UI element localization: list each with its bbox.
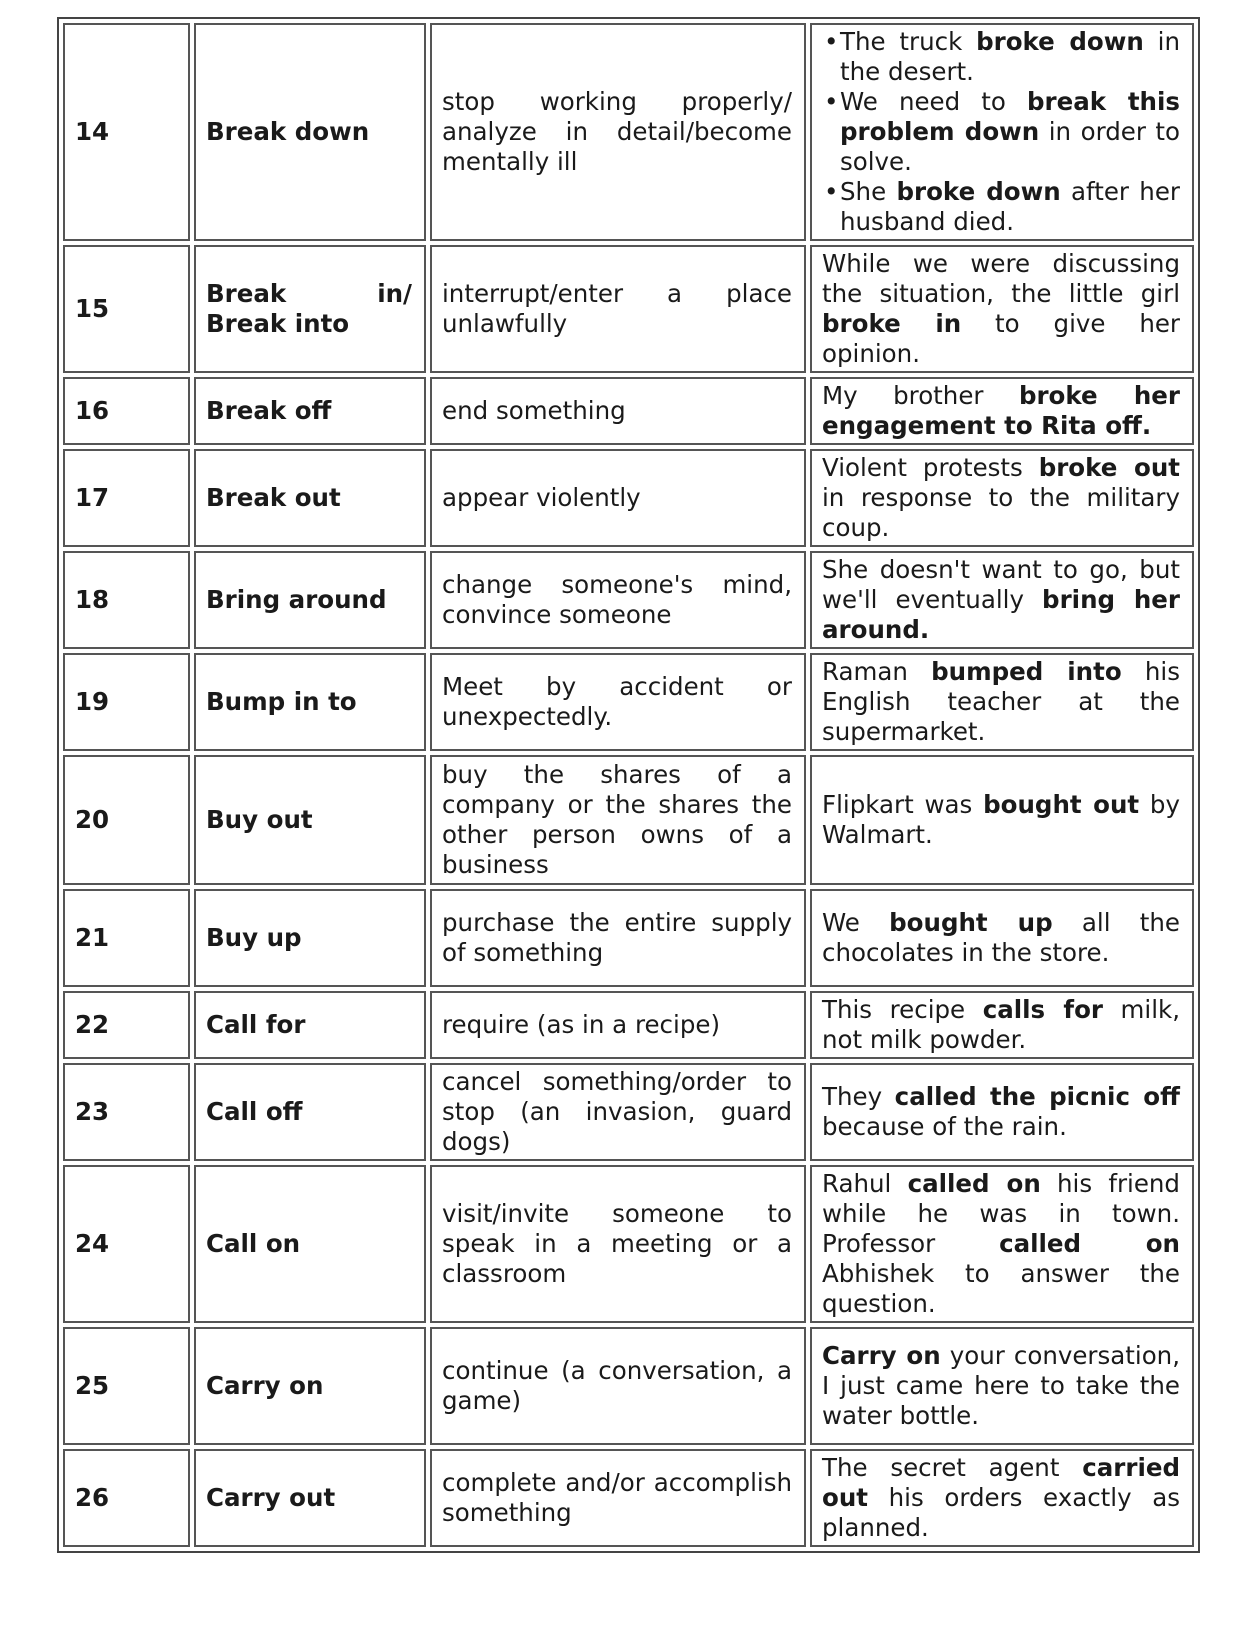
table-row <box>63 653 1194 751</box>
example-text: The truck <box>840 27 977 56</box>
phrasal-verb: Call on <box>194 1165 426 1323</box>
example-sentence <box>810 653 1194 751</box>
example-text: his English teacher at the supermarket. <box>822 657 1180 746</box>
table-row <box>63 377 1194 445</box>
row-number: 15 <box>63 245 190 373</box>
example-text: after her husband died. <box>840 177 1180 236</box>
meaning: require (as in a recipe) <box>430 991 806 1059</box>
example-highlight: calls for <box>982 995 1103 1024</box>
phrasal-verb: Break off <box>194 377 426 445</box>
example-sentence <box>810 23 1194 241</box>
row-number: 18 <box>63 551 190 649</box>
list-item <box>840 27 1180 87</box>
phrasal-verb: Buy up <box>194 889 426 987</box>
phrasal-verb: Break in/ Break into <box>194 245 426 373</box>
phrasal-verb: Carry out <box>194 1449 426 1547</box>
example-text: We need to <box>840 87 1027 116</box>
example-text: to give her opinion. <box>822 309 1180 368</box>
example-text: Rahul <box>822 1169 908 1198</box>
meaning: change someone's mind, convince someone <box>430 551 806 649</box>
table-row <box>63 245 1194 373</box>
example-highlight: carried out <box>822 1453 1180 1512</box>
example-text: by Walmart. <box>822 790 1180 849</box>
row-number: 19 <box>63 653 190 751</box>
example-text: his friend while he was in town. Professor <box>822 1169 1180 1258</box>
example-text: We <box>822 908 890 937</box>
example-sentence <box>810 1165 1194 1323</box>
meaning: interrupt/enter a place unlawfully <box>430 245 806 373</box>
row-number: 14 <box>63 23 190 241</box>
example-highlight: bought up <box>889 908 1053 937</box>
row-number: 26 <box>63 1449 190 1547</box>
example-highlight: broke down <box>976 27 1144 56</box>
row-number: 17 <box>63 449 190 547</box>
phrasal-verb: Call for <box>194 991 426 1059</box>
example-sentence <box>810 1063 1194 1161</box>
example-highlight: broke out <box>1038 453 1180 482</box>
example-sentence <box>810 991 1194 1059</box>
table-row <box>63 889 1194 987</box>
example-text: because of the rain. <box>822 1112 1067 1141</box>
phrasal-verb: Bring around <box>194 551 426 649</box>
table-row <box>63 755 1194 885</box>
example-text: While we were discussing the situation, the little girl <box>822 249 1180 308</box>
table-row <box>63 449 1194 547</box>
example-text: They <box>822 1082 895 1111</box>
example-highlight: called on <box>907 1169 1041 1198</box>
example-text: all the chocolates in the store. <box>822 908 1181 967</box>
meaning: visit/invite someone to speak in a meeting or a classroom <box>430 1165 806 1323</box>
example-text: Flipkart was <box>822 790 984 819</box>
meaning: stop working properly/ analyze in detail/become mentally ill <box>430 23 806 241</box>
table-body <box>63 23 1194 1547</box>
example-sentence <box>810 1327 1194 1445</box>
example-highlight: break this problem down <box>840 87 1180 146</box>
meaning: appear violently <box>430 449 806 547</box>
example-sentence <box>810 377 1194 445</box>
example-highlight: called the picnic off <box>894 1082 1180 1111</box>
meaning: complete and/or accomplish something <box>430 1449 806 1547</box>
example-highlight: bring her around. <box>822 585 1180 644</box>
example-text: She doesn't want to go, but we'll eventually <box>822 555 1180 614</box>
example-text: Violent protests <box>822 453 1039 482</box>
table-row <box>63 991 1194 1059</box>
row-number: 23 <box>63 1063 190 1161</box>
phrasal-verb: Bump in to <box>194 653 426 751</box>
example-highlight: broke her engagement to Rita off. <box>822 381 1180 440</box>
meaning: purchase the entire supply of something <box>430 889 806 987</box>
example-highlight: called on <box>999 1229 1180 1258</box>
example-sentence <box>810 551 1194 649</box>
example-sentence <box>810 889 1194 987</box>
meaning: end something <box>430 377 806 445</box>
example-text: in response to the military coup. <box>822 483 1180 542</box>
meaning: Meet by accident or unexpectedly. <box>430 653 806 751</box>
example-text: This recipe <box>822 995 983 1024</box>
row-number: 16 <box>63 377 190 445</box>
phrasal-verb: Call off <box>194 1063 426 1161</box>
meaning: continue (a conversation, a game) <box>430 1327 806 1445</box>
example-sentence <box>810 1449 1194 1547</box>
example-text: in order to solve. <box>840 117 1181 176</box>
meaning: cancel something/order to stop (an invasion, guard dogs) <box>430 1063 806 1161</box>
list-item <box>840 87 1180 177</box>
example-sentence <box>810 449 1194 547</box>
example-highlight: bought out <box>983 790 1140 819</box>
example-text: milk, not milk powder. <box>822 995 1181 1054</box>
example-text: Raman <box>822 657 932 686</box>
example-text: My brother <box>822 381 1019 410</box>
phrasal-verb: Break out <box>194 449 426 547</box>
example-text: The secret agent <box>822 1453 1083 1482</box>
row-number: 22 <box>63 991 190 1059</box>
table-row <box>63 1063 1194 1161</box>
phrasal-verb: Buy out <box>194 755 426 885</box>
example-text: your conversation, I just came here to take the water bottle. <box>822 1341 1180 1430</box>
example-text: his orders exactly as planned. <box>822 1483 1180 1542</box>
example-highlight: broke down <box>896 177 1061 206</box>
row-number: 21 <box>63 889 190 987</box>
meaning: buy the shares of a company or the shares the other person owns of a business <box>430 755 806 885</box>
phrasal-verb: Carry on <box>194 1327 426 1445</box>
table-row <box>63 1449 1194 1547</box>
example-highlight: Carry on <box>822 1341 941 1370</box>
example-text: Abhishek to answer the question. <box>822 1259 1180 1318</box>
example-text: in the desert. <box>840 27 1180 86</box>
example-sentence <box>810 755 1194 885</box>
phrasal-verbs-table <box>57 17 1200 1553</box>
example-highlight: broke in <box>822 309 962 338</box>
phrasal-verb: Break down <box>194 23 426 241</box>
row-number: 20 <box>63 755 190 885</box>
example-list <box>822 27 1180 237</box>
list-item <box>840 177 1180 237</box>
example-sentence <box>810 245 1194 373</box>
example-text: She <box>840 177 897 206</box>
table-row <box>63 551 1194 649</box>
table-row <box>63 23 1194 241</box>
row-number: 24 <box>63 1165 190 1323</box>
example-highlight: bumped into <box>931 657 1122 686</box>
table-row <box>63 1165 1194 1323</box>
table-row <box>63 1327 1194 1445</box>
row-number: 25 <box>63 1327 190 1445</box>
